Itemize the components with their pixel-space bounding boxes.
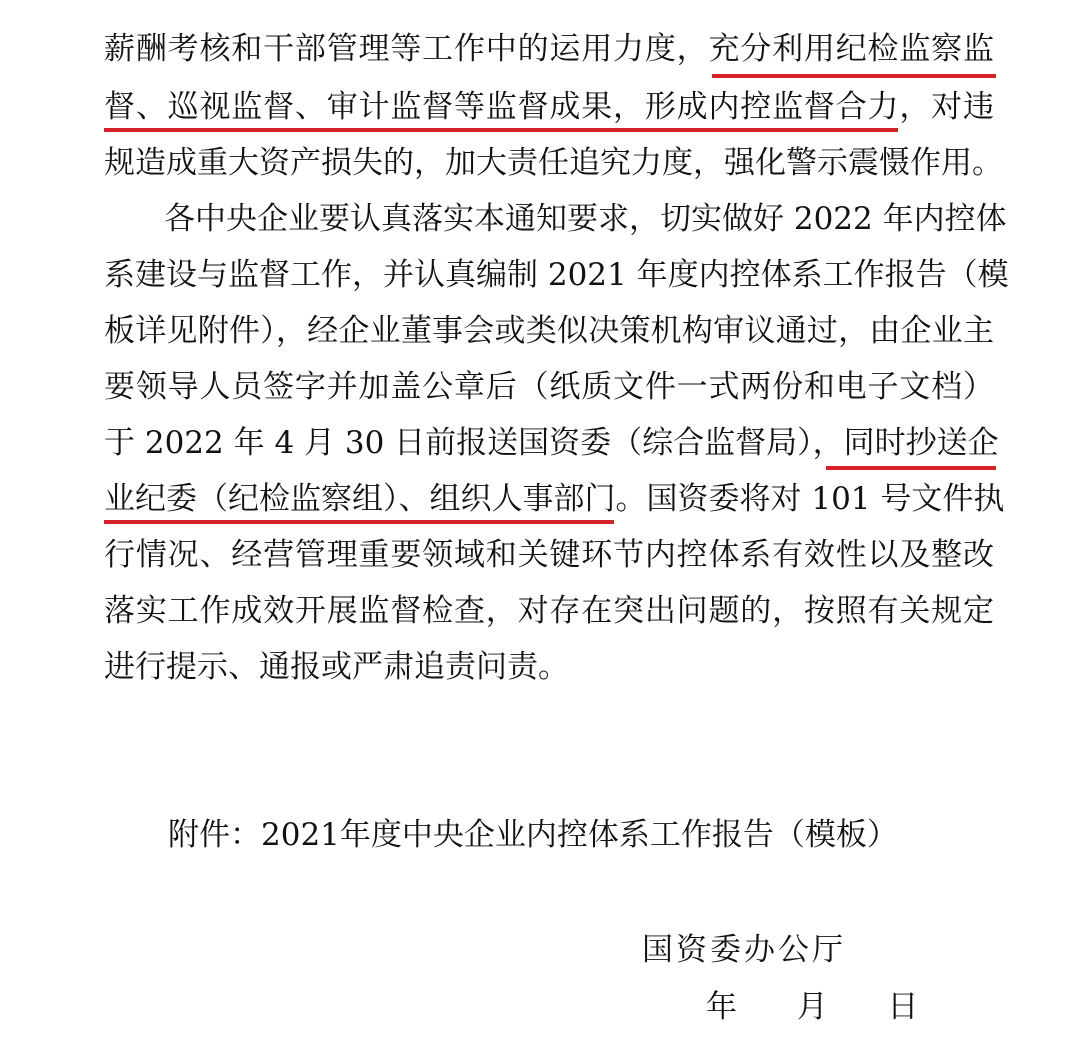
body-line-9: 业纪委（纪检监察组）、组织人事部门。国资委将对 101 号文件执 — [104, 481, 1005, 517]
body-line-3: 规造成重大资产损失的，加大责任追究力度，强化警示震慑作用。 — [104, 145, 1003, 181]
body-line-4: 各中央企业要认真落实本通知要求，切实做好 2022 年内控体 — [164, 201, 1007, 237]
highlight-underline-1a — [712, 74, 996, 78]
highlight-underline-2b — [104, 520, 614, 524]
body-line-7: 要领导人员签字并加盖公章后（纸质文件一式两份和电子文档） — [104, 369, 994, 405]
highlight-underline-1b — [104, 128, 898, 132]
signature-organization: 国资委办公厅 — [642, 932, 846, 968]
body-line-12: 进行提示、通报或严肃追责问责。 — [104, 649, 569, 685]
body-line-6: 板详见附件），经企业董事会或类似决策机构审议通过，由企业主 — [104, 313, 994, 349]
body-line-8: 于 2022 年 4 月 30 日前报送国资委（综合监督局），同时抄送企 — [104, 425, 999, 461]
body-line-11: 落实工作成效开展监督检查，对存在突出问题的，按照有关规定 — [104, 593, 994, 629]
body-line-10: 行情况、经营管理重要领域和关键环节内控体系有效性以及整改 — [104, 537, 994, 573]
body-line-1: 薪酬考核和干部管理等工作中的运用力度，充分利用纪检监察监 — [104, 31, 994, 67]
body-line-2: 督、巡视监督、审计监督等监督成果，形成内控监督合力，对违 — [104, 89, 994, 125]
body-line-5: 系建设与监督工作，并认真编制 2021 年度内控体系工作报告（模 — [104, 257, 1009, 293]
highlight-underline-2a — [826, 466, 996, 470]
attachment-note: 附件：2021年度中央企业内控体系工作报告（模板） — [168, 817, 898, 853]
signature-date: 年 月 日 — [706, 989, 919, 1025]
